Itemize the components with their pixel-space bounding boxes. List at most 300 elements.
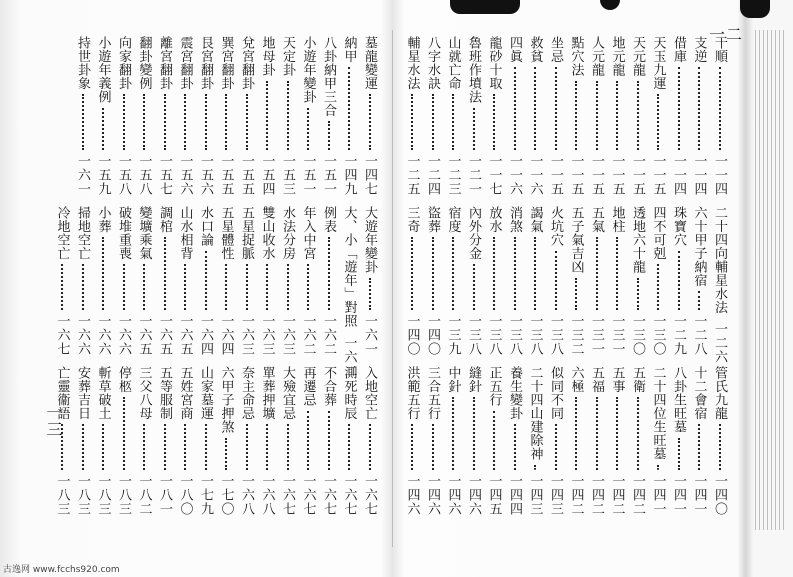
dotted-leader <box>61 264 63 310</box>
dotted-leader <box>534 67 536 150</box>
toc-entry <box>589 366 604 516</box>
toc-entry-page: 一一五 <box>568 154 584 196</box>
toc-entry-page: 一四六 <box>404 474 420 516</box>
dotted-leader <box>616 237 618 310</box>
toc-entry-title: 例表 <box>321 206 336 233</box>
dotted-leader <box>719 67 721 150</box>
toc-entry-title: 安葬吉日 <box>75 366 90 420</box>
dotted-leader <box>205 94 207 150</box>
toc-entry-title: 縫針 <box>466 366 481 393</box>
dotted-leader <box>698 67 700 150</box>
toc-entry <box>362 36 377 196</box>
toc-entry <box>630 36 645 196</box>
toc-entry <box>630 366 645 516</box>
dotted-leader <box>102 108 104 151</box>
toc-entry-page: 一四四 <box>507 474 522 516</box>
toc-entry-title: 大遊年變卦 <box>362 206 377 274</box>
toc-entry <box>96 366 111 516</box>
toc-entry-title: 離宮翻卦 <box>157 36 172 90</box>
toc-entry-title: 二十四位生旺墓 <box>650 366 666 461</box>
toc-entry-page: 一三一 <box>589 314 604 356</box>
toc-entry-page: 一二一 <box>466 154 481 196</box>
dotted-leader <box>164 94 166 150</box>
toc-entry <box>198 366 213 516</box>
toc-entry <box>548 366 563 516</box>
toc-entry <box>178 36 193 196</box>
toc-entry-title: 地元龍 <box>609 36 625 77</box>
toc-entry-page: 一五九 <box>95 154 111 196</box>
toc-entry-page: 一三八 <box>466 314 481 356</box>
toc-entry-title: 巽宮翻卦 <box>218 36 234 90</box>
toc-entry-title: 人元龍 <box>589 36 604 77</box>
toc-entry-page: 一四六 <box>466 474 481 516</box>
toc-entry-title: 消煞 <box>507 206 522 233</box>
dotted-leader <box>307 411 309 471</box>
toc-entry <box>321 36 336 196</box>
toc-entry <box>75 206 90 356</box>
toc-entry-page: 一六七 <box>300 474 316 516</box>
toc-entry <box>425 36 440 196</box>
dotted-leader <box>225 438 227 471</box>
toc-entry-title: 五姓宮商 <box>177 366 193 420</box>
toc-entry <box>301 36 316 196</box>
dotted-leader <box>555 424 557 470</box>
toc-entry-title: 借庫 <box>671 36 686 63</box>
toc-entry-title: 艮宮翻卦 <box>198 36 213 90</box>
toc-entry <box>548 206 563 356</box>
toc-entry-page: 一四三 <box>548 474 563 516</box>
toc-entry-title: 輔星水法 <box>404 36 420 90</box>
toc-entry-title: 四眞 <box>507 36 522 63</box>
dotted-leader <box>184 94 186 150</box>
toc-entry-title: 山水相背 <box>177 206 193 260</box>
toc-entry-page: 一四六 <box>425 474 440 516</box>
dotted-leader <box>657 94 659 150</box>
toc-entry-page: 一六四 <box>218 314 234 356</box>
dotted-leader <box>266 424 268 470</box>
toc-entry <box>466 366 481 516</box>
toc-entry <box>116 36 131 196</box>
toc-entry-page: 一三八 <box>507 314 522 356</box>
toc-entry <box>239 36 254 196</box>
dotted-leader <box>596 397 598 470</box>
toc-entry <box>548 36 563 196</box>
toc-entry <box>507 206 522 356</box>
toc-column-lower <box>404 206 735 364</box>
toc-entry-page: 一六二 <box>300 314 316 356</box>
dotted-leader <box>678 251 680 311</box>
toc-entry-page: 一二三 <box>445 154 461 196</box>
toc-entry <box>671 36 686 196</box>
toc-entry-page: 一四二 <box>609 474 625 516</box>
toc-entry-page: 一四一 <box>671 474 686 516</box>
dotted-leader <box>348 67 350 150</box>
toc-entry-page: 一二九 <box>671 314 686 356</box>
toc-entry-title: 養生變卦 <box>507 366 522 420</box>
toc-entry <box>280 206 295 356</box>
toc-entry-page: 一六五 <box>136 314 152 356</box>
left-page <box>40 0 385 577</box>
dotted-leader <box>514 67 516 150</box>
toc-entry-page: 一七〇 <box>218 474 234 516</box>
toc-entry-page: 一六四 <box>198 314 213 356</box>
toc-entry <box>137 206 152 356</box>
dotted-leader <box>575 81 577 151</box>
toc-entry-page: 一五七 <box>157 154 172 196</box>
toc-entry-page: 一五八 <box>116 154 131 196</box>
toc-entry <box>157 366 172 516</box>
dotted-leader <box>123 264 125 310</box>
toc-entry-title: 持世卦象 <box>75 36 90 90</box>
dotted-leader <box>698 291 700 310</box>
toc-entry-title: 變壙乘氣 <box>136 206 152 260</box>
dotted-leader <box>678 438 680 471</box>
toc-entry <box>178 366 193 516</box>
dotted-leader <box>452 237 454 310</box>
toc-entry <box>239 366 254 516</box>
toc-entry-title: 五氣 <box>589 206 604 233</box>
dotted-leader <box>698 424 700 470</box>
toc-entry-page: 一六三 <box>239 314 254 356</box>
toc-entry-page: 一六五 <box>177 314 193 356</box>
toc-entry-title: 小遊年義例 <box>95 36 111 104</box>
dotted-leader <box>287 264 289 310</box>
dotted-leader <box>246 94 248 150</box>
toc-entry <box>446 366 461 516</box>
dotted-leader <box>411 424 413 470</box>
toc-entry-title: 天定卦 <box>280 36 295 77</box>
book-gutter <box>392 30 393 547</box>
toc-entry-page: 一八二 <box>136 474 152 516</box>
toc-entry-title: 入地空亡 <box>362 366 377 420</box>
toc-entry-page: 一八一 <box>157 474 172 516</box>
toc-entry-page: 一一五 <box>630 154 645 196</box>
dotted-leader <box>555 251 557 311</box>
toc-entry-page: 一三一 <box>609 314 625 356</box>
dotted-leader <box>452 94 454 150</box>
toc-entry-title: 五等服制 <box>157 366 172 420</box>
toc-entry <box>137 36 152 196</box>
toc-entry-title: 洪範五行 <box>404 366 420 420</box>
dotted-leader <box>411 237 413 310</box>
toc-entry <box>630 206 645 356</box>
toc-entry-page: 一六三 <box>280 314 295 356</box>
toc-entry-title: 山家墓運 <box>198 366 213 420</box>
toc-entry <box>341 206 357 378</box>
toc-entry-title: 中針 <box>445 366 461 393</box>
dotted-leader <box>432 94 434 150</box>
toc-entry-page: 一二八 <box>691 314 707 356</box>
dotted-leader <box>596 81 598 151</box>
dotted-leader <box>287 81 289 151</box>
dotted-leader <box>534 465 536 471</box>
dotted-leader <box>369 94 371 150</box>
toc-entry-title: 小遊年變卦 <box>300 36 316 104</box>
toc-entry <box>712 36 727 196</box>
toc-entry <box>321 206 336 356</box>
toc-entry-title: 兌宮翻卦 <box>239 36 254 90</box>
toc-entry-page: 一六一 <box>75 154 90 196</box>
dotted-leader <box>575 397 577 470</box>
toc-entry-page: 一四一 <box>691 474 707 516</box>
toc-entry-title: 六十甲子納宿 <box>691 206 707 287</box>
toc-entry <box>75 36 90 196</box>
toc-entry <box>301 206 316 356</box>
toc-entry-page: 一六七 <box>321 474 336 516</box>
top-edge-shadow <box>740 0 770 18</box>
toc-entry <box>178 206 193 356</box>
toc-entry-title: 正五行 <box>486 366 502 407</box>
toc-entry-title: 斬草破土 <box>95 366 111 420</box>
dotted-leader <box>82 264 84 310</box>
toc-entry <box>219 36 234 196</box>
dotted-leader <box>61 424 63 470</box>
right-page <box>404 0 743 577</box>
dotted-leader <box>164 424 166 470</box>
toc-entry-page: 一六三 <box>259 314 275 356</box>
dotted-leader <box>225 94 227 150</box>
toc-entry-page: 一三八 <box>548 314 563 356</box>
toc-entry <box>219 206 234 356</box>
toc-entry-title: 魯班作墳法 <box>466 36 481 104</box>
toc-entry-page: 一六五 <box>157 314 172 356</box>
toc-entry-title: 盜葬 <box>425 206 440 233</box>
toc-entry-title: 十二會宿 <box>691 366 707 420</box>
toc-entry-page: 一六六 <box>95 314 111 356</box>
toc-entry-page: 一六七 <box>341 474 357 516</box>
toc-entry <box>239 206 254 356</box>
toc-entry-title: 地母卦 <box>259 36 275 77</box>
toc-entry-title: 三合五行 <box>425 366 440 420</box>
toc-entry <box>466 36 481 196</box>
toc-entry <box>692 206 707 356</box>
toc-entry-page: 一一六 <box>507 154 522 196</box>
toc-entry-page: 一三九 <box>445 314 461 356</box>
dotted-leader <box>616 397 618 470</box>
toc-entry-title: 破堆重喪 <box>116 206 131 260</box>
dotted-leader <box>473 108 475 151</box>
dotted-leader <box>266 264 268 310</box>
toc-entry-title: 宿度 <box>445 206 461 233</box>
toc-entry-page: 一六八 <box>259 474 275 516</box>
toc-entry-page: 一六一 <box>362 314 377 356</box>
page-stack-edge <box>755 30 785 530</box>
dotted-leader <box>657 465 659 471</box>
dotted-leader <box>143 264 145 310</box>
dotted-leader <box>493 411 495 471</box>
toc-entry-page: 一二五 <box>404 154 420 196</box>
toc-column-upper <box>405 36 735 196</box>
page-folio: 一三 <box>44 404 63 438</box>
toc-entry <box>671 366 686 516</box>
toc-entry-title: 水法分房 <box>280 206 295 260</box>
toc-entry-page: 一六七 <box>54 314 70 356</box>
toc-entry-page: 一三〇 <box>630 314 645 356</box>
dotted-leader <box>328 237 330 310</box>
toc-entry <box>321 366 336 516</box>
toc-entry <box>137 366 152 516</box>
dotted-leader <box>411 94 413 150</box>
toc-entry-title: 五事 <box>609 366 625 393</box>
dotted-leader <box>596 237 598 310</box>
toc-entry <box>589 206 604 356</box>
toc-entry-page: 一六七 <box>280 474 295 516</box>
toc-entry-title: 八字水訣 <box>425 36 440 90</box>
toc-entry <box>280 366 295 516</box>
toc-column-extra <box>40 366 385 516</box>
toc-entry-title: 奈主命忌 <box>239 366 254 420</box>
toc-entry-page: 一六八 <box>239 474 254 516</box>
toc-entry-title: 透地六十龍 <box>630 206 645 274</box>
dotted-leader <box>514 237 516 310</box>
toc-entry-title: 測死時辰 <box>341 366 357 420</box>
dotted-leader <box>287 424 289 470</box>
toc-entry-title: 雙山收水 <box>259 206 275 260</box>
toc-column-extra <box>405 366 735 516</box>
toc-entry-page: 一五六 <box>177 154 193 196</box>
toc-entry-title: 干順 <box>712 36 727 63</box>
toc-entry-title: 掃地空亡 <box>75 206 90 260</box>
dotted-leader <box>514 424 516 470</box>
toc-entry <box>528 206 543 356</box>
toc-entry-page: 一一四 <box>671 154 686 196</box>
toc-entry-title: 墓龍變運 <box>362 36 377 90</box>
toc-entry <box>157 36 172 196</box>
toc-entry-page: 一五六 <box>198 154 213 196</box>
toc-entry <box>96 36 111 196</box>
dotted-leader <box>102 237 104 310</box>
toc-entry-title: 亡靈衞語 <box>54 366 70 420</box>
toc-entry <box>405 366 420 516</box>
toc-entry <box>528 36 543 196</box>
toc-entry-title: 小葬 <box>95 206 111 233</box>
toc-entry <box>610 206 625 356</box>
toc-entry-page: 一四二 <box>568 474 584 516</box>
toc-entry-title: 五福 <box>589 366 604 393</box>
toc-entry-page: 一一五 <box>650 154 666 196</box>
dotted-leader <box>102 424 104 470</box>
toc-entry-title: 四不可剋 <box>650 206 666 260</box>
toc-entry-page: 一三〇 <box>650 314 666 356</box>
toc-entry-title: 五星捉脈 <box>239 206 254 260</box>
dotted-leader <box>657 264 659 310</box>
toc-entry <box>651 206 666 356</box>
toc-entry-page: 一五一 <box>321 154 336 196</box>
toc-entry-page: 一四二 <box>630 474 645 516</box>
toc-entry-title: 八卦生旺墓 <box>671 366 686 434</box>
dotted-leader <box>184 264 186 310</box>
toc-entry <box>446 206 461 356</box>
toc-entry-title: 六甲子押煞 <box>218 366 234 434</box>
toc-entry-page: 一六六 <box>116 314 131 356</box>
dotted-leader <box>348 424 350 470</box>
toc-entry-title: 大、小「遊年」對照 <box>341 206 357 328</box>
dotted-leader <box>575 278 577 311</box>
toc-entry <box>712 366 727 516</box>
dotted-leader <box>225 264 227 310</box>
toc-entry <box>362 206 377 356</box>
toc-entry <box>651 366 666 516</box>
toc-entry <box>405 206 420 356</box>
toc-entry-title: 三奇 <box>404 206 420 233</box>
toc-entry <box>425 366 440 516</box>
toc-entry <box>425 206 440 356</box>
toc-entry-page: 一八三 <box>54 474 70 516</box>
dotted-leader <box>184 424 186 470</box>
toc-entry-title: 水口論 <box>198 206 213 247</box>
toc-entry <box>260 36 275 196</box>
dotted-leader <box>246 424 248 470</box>
toc-entry-page: 一一四 <box>691 154 707 196</box>
toc-entry <box>280 36 295 196</box>
toc-entry <box>487 366 502 516</box>
toc-entry-title: 六極 <box>568 366 584 393</box>
toc-entry-title: 不合葬 <box>321 366 336 407</box>
toc-entry <box>342 366 357 516</box>
toc-entry <box>692 366 707 516</box>
dotted-leader <box>637 81 639 151</box>
dotted-leader <box>678 67 680 150</box>
dotted-leader <box>452 397 454 470</box>
toc-entry-page: 一六二 <box>321 314 336 356</box>
dotted-leader <box>307 108 309 151</box>
toc-entry-page: 一一五 <box>548 154 563 196</box>
toc-entry <box>55 366 70 516</box>
toc-entry <box>75 366 90 516</box>
toc-entry-title: 內外分金 <box>466 206 481 260</box>
toc-entry <box>260 206 275 356</box>
toc-entry-title: 放水 <box>486 206 502 233</box>
toc-entry-title: 震宮翻卦 <box>177 36 193 90</box>
toc-entry <box>116 206 131 356</box>
toc-entry-title: 管氏九龍 <box>712 366 727 420</box>
toc-entry <box>198 206 213 356</box>
toc-entry-title: 停柩 <box>116 366 131 393</box>
toc-entry-page: 一八三 <box>95 474 111 516</box>
toc-entry-page: 一一五 <box>609 154 625 196</box>
toc-entry-page: 一四九 <box>341 154 357 196</box>
toc-entry-page: 一四〇 <box>404 314 420 356</box>
toc-entry-page: 一一五 <box>589 154 604 196</box>
dotted-leader <box>123 397 125 470</box>
toc-entry-page: 一四〇 <box>712 474 727 516</box>
dotted-leader <box>328 121 330 150</box>
dotted-leader <box>266 81 268 151</box>
dotted-leader <box>369 424 371 470</box>
toc-entry <box>569 366 584 516</box>
toc-entry-page: 一五八 <box>136 154 152 196</box>
toc-entry <box>342 36 357 196</box>
toc-entry-page: 一六六 <box>75 314 90 356</box>
dotted-leader <box>555 67 557 150</box>
toc-entry-title: 翻卦變例 <box>136 36 152 90</box>
toc-entry-title: 五星體性 <box>218 206 234 260</box>
dotted-leader <box>637 278 639 311</box>
toc-entry-title: 謁氣 <box>527 206 543 233</box>
toc-entry-page: 一四〇 <box>425 314 440 356</box>
toc-entry <box>96 206 111 356</box>
toc-entry-title: 坐忌 <box>548 36 563 63</box>
toc-entry <box>362 366 377 516</box>
toc-entry-page: 一四五 <box>486 474 502 516</box>
dotted-leader <box>143 94 145 150</box>
dotted-leader <box>473 264 475 310</box>
toc-entry-title: 調棺 <box>157 206 172 233</box>
toc-entry-page: 一四三 <box>527 474 543 516</box>
toc-entry <box>446 36 461 196</box>
toc-entry-title: 似同不同 <box>548 366 563 420</box>
toc-entry-page: 一三八 <box>486 314 502 356</box>
